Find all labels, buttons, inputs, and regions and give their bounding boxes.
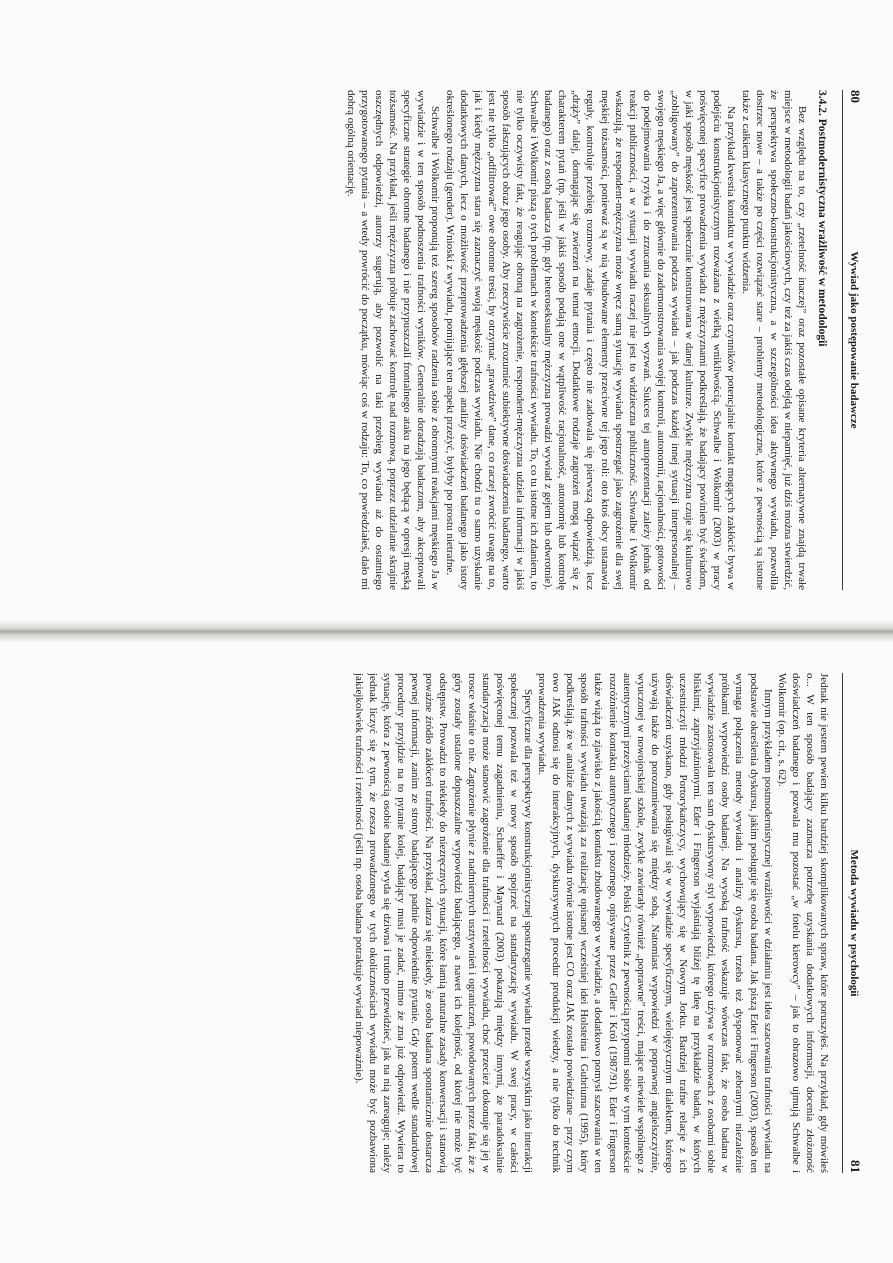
paragraph: Innym przykładem postmodernistycznej wrażliwości w działaniu jest idea szacowania trafności wywiadu na podstawie określenia dyskursu, jakim posługuje się osoba badana. Jak piszą Eder i Fingerson (2003), sposób ten wymaga połączenia metody wywiadu i analizy dyskursu, trzeba też dysponować zebranymi niezależnie próbkami wypowiedzi osoby badanej. Na wysoką trafność wskazuje wówczas fakt, że osoba badana w wywiadzie zastosowała ten sam dyskursywny styl wypowiedzi, którego używa w rozmowach z osobami sobie bliskimi, zaprzyjaźnionymi. Eder i Fingerson wyjaśniają bliżej tę ideę na przykładzie badań, w których uczestniczyli młodzi Portorykańczycy, wychowujący się w Nowym Jorku. Bardziej trafne relacje z ich doświadczeń uzyskano, gdy posługiwali się w wywiadzie specyficznym, wielojęzycznym dialektem, którego używają także do porozumiewania się między sobą. Natomiast wypowiedzi w poprawnej angielszczyźnie, wyuczonej w nowojorskiej szkole, zwykle zawierały również „poprawne” treści, mające niewiele wspólnego z autentycznymi przeżyciami badanej młodzieży. Polski Czytelnik z pewnością przypomni sobie w tym kontekście rozróżnienie kontaktu autentycznego i pozornego, opisywane przez Geller i Król (1987/91). Eder i Fingerson także wiążą to zjawisko z jakością kontaktu zbudowanego w wywiadzie, a dodatkowo pomysł szacowania w ten sposób trafności wywiadu uważają za realizację opisanej wcześniej idei Holsteina i Gubriuma (1995), który podkreślają, że w analizie danych z wywiadu równie istotne jest CO oraz JAK zostało powiedziane – przy czym owo JAK odnosi się do interakcyjnych, dyskursywnych procedur produkcji wiedzy, a nie tylko do technik prowadzenia wywiadu.: [536, 673, 774, 1173]
left-running-title: Wywiad jako postępowanie badawcze: [848, 251, 860, 429]
paragraph: Na przykład kwestia kontaktu w wywiadzie oraz czynników potencjalnie kontakt mogących zakłócić bywa w podejściu konstrukcjonistycznym rozważana z wielką wnikliwością. Schwalbe i Wolkomir (2003) w pracy poświęconej specyfice prowadzenia wywiadu z mężczyznami podkreślają, że badający powinien być świadom, w jaki sposób męskość jest społecznie konstruowana w danej kulturze. Zwykle mężczyzna czuje się kulturowo „zobligowany” do zaprezentowania podczas wywiadu – jak podczas każdej innej sytuacji interpersonalnej – swojego męskiego Ja, a więc głównie do zademonstrowania swojej kontroli, autonomii, racjonalności, gotowości do podejmowania ryzyka i do zrzucania seksualnych wyzwań. Sukces tej autoprezentacji zależy jednak od reakcji publiczności, a w sytuacji wywiadu raczej nie jest to widzieczna publiczność. Schwalbe i Wolkomir wskazują, że respondent-mężczyzna może wręcz samą sytuację wywiadu spostrzegać jako zagrożenie dla swej męskiej tożsamości, ponieważ są w nią wbudowane elementy przeciwne tej jego roli: oto ktoś obcy ustanawia reguły, kontroluje przebieg rozmowy, zadaje pytania i często nie zadowala się pierwszą odpowiedzią, lecz „drąży” dalej, domagając się zwierzeń na temat emocji. Dodatkowe rodzaje zagrożeń mogą wiązać się z charakterem pytań (np. jeśli w jakiś sposób podają one w wątpliwość racjonalność, autonomię lub kontrolę badanego) oraz z osobą badacza (np. gdy heteroseksualny mężczyzna prowadzi wywiad z gejem lub odwrotnie). Schwalbe i Wolkomir piszą o tych problemach w kontekście trafności wywiadu. To, co tu istotne ich zdaniem, to nie tylko oczywisty fakt, że reagując obroną na zagrożenie, respondent-mężczyzna udziela informacji w jakiś sposób fałszujących obraz jego osoby. Aby rzeczywiście zrozumieć subiektywne doświadczenia badanego, warto jest nie tylko „odfiltrować” owe obronne treści, by otrzymać „prawdziwe” dane, co raczej zwrócić uwagę na to, jak i kiedy mężczyzna stara się zaznaczyć swoją męskość podczas wywiadu. Nie chodzi tu o samo uzyskanie dodatkowych danych, lecz o możliwość przeprowadzenia głębszej analizy doświadczeń badanego jako istoty określonego rodzaju (gender). Wnioski z wywiadu, pomijające ten aspekt przeżyć, byłyby po prostu nietrafne.: [443, 90, 738, 590]
paragraph: Specyficzne dla perspektywy konstrukcjonistycznej spostrzeganie wywiadu przede wszystkim jako interakcji społecznej pozwala też w nowy sposób spojrzeć na standaryzację wywiadu. W swej pracy, w całości poświęconej temu zagadnieniu, Schaeffer i Maynard (2003) pokazują między innymi, że paradoksalnie standaryzacja może stanowić zagrożenie dla trafności i rzetelności wywiadu, choć przecież dokonuje się jej w trosce właśnie o nie. Zagrożenie płynie z nadmiernych usztywnień i ograniczeń, powodowanych przez fakt, że z góry zostały ustalone dopuszczalne wypowiedzi badającego, a nawet ich kolejność, od której nie może być odstępstw. Prowadzi to niekiedy do niezręcznych sytuacji, które łamią naturalne zasady konwersacji i stanowią poważne źródło zakłóceń trafności. Na przykład, zdarza się niekiedy, że osoba badana spontanicznie dostarcza pewnej informacji, zanim ze strony badającego padnie odpowiednie pytanie. Gdy potem wedle standardowej procedury przyjdzie na to pytanie kolej, badający musi je zadać, mimo że zna już odpowiedź. Wywiera to sytuację, która z pewnością osobie badanej wyda się dziwna i trudno przewidzieć, jak na nią zareaguje; należy jednak liczyć się z tym, że rzesza prowadzonego w tych okolicznościach wywiadu może być pozbawiona jakiejkolwiek trafności i rzetelności (jeśli np. osoba badana potraktuje wywiad niepoważnie).: [352, 673, 535, 1173]
book-gutter: [0, 620, 893, 643]
left-running-head: [842, 90, 863, 590]
right-running-title: Metoda wywiadu w psychologii: [848, 849, 860, 997]
right-running-head: [842, 673, 863, 1173]
paragraph: Schwalbe i Wolkomir proponują też szereg sposobów radzenia sobie z obronnymi reakcjami męskiego Ja w wywiadzie i w ten sposób podnoszenia trafności wyników. Generalnie doradzają badaczom, aby akceptowali specyficzne strategie obronne badanego i nie przypuszczali frontalnego ataku na jego będącą w opresji męską tożsamość. Na przykład, jeśli mężczyzna próbuje zachować kontrolę nad rozmową, poprzez udzielanie skrajnie oszczędnych odpowiedzi, autorzy sugerują, aby pozwolić na taki przebieg wywiadu aż do ostatniego przygotowanego pytania – a wtedy powrócić do początku, mówiąc coś w rodzaju: To, co powiedziałeś, dało mi dobrą ogólną orientację.: [344, 90, 442, 590]
right-body-text: [38, 673, 831, 1173]
right-page: [0, 643, 893, 1263]
left-body-text: [38, 90, 831, 590]
left-page-number: 80: [848, 90, 863, 103]
paragraph: Jednak nie jestem pewien kilku bardziej skomplikowanych spraw, które poruszyłeś. Na przykład, gdy mówiłeś o... W ten sposób badający zaznacza potrzebę uzyskania dodatkowych informacji, docenia złożoność doświadczeń badanego i pozwala mu pozostać „w fotelu kierowcy” – jak to obrazowo ujmują Schwalbe i Wolkomir (op. cit., s. 62).: [775, 673, 830, 1173]
right-page-number: 81: [848, 1160, 863, 1173]
section-title: 3.4.2. Postmodernistyczna wrażliwość w metodologii: [816, 90, 828, 347]
paragraph: Bez względu na to, czy „rzetelność inaczej” oraz pozostałe opisane kryteria alternatywne znajdą trwałe miejsce w metodologii badań jakościowych, czy też za jakiś czas odejdą w niepamięć, już dziś można stwierdzić, że perspektywa społeczno-konstrukcjonistyczna, a w szczególności idea aktywnego wywiadu, pozwoliła dostrzec nowe – a także po części rozwiązać stare – problemy metodologiczne, które z pewnością są istotne także z całkiem klasycznego punktu widzenia.: [739, 90, 808, 590]
left-page: [0, 0, 893, 620]
